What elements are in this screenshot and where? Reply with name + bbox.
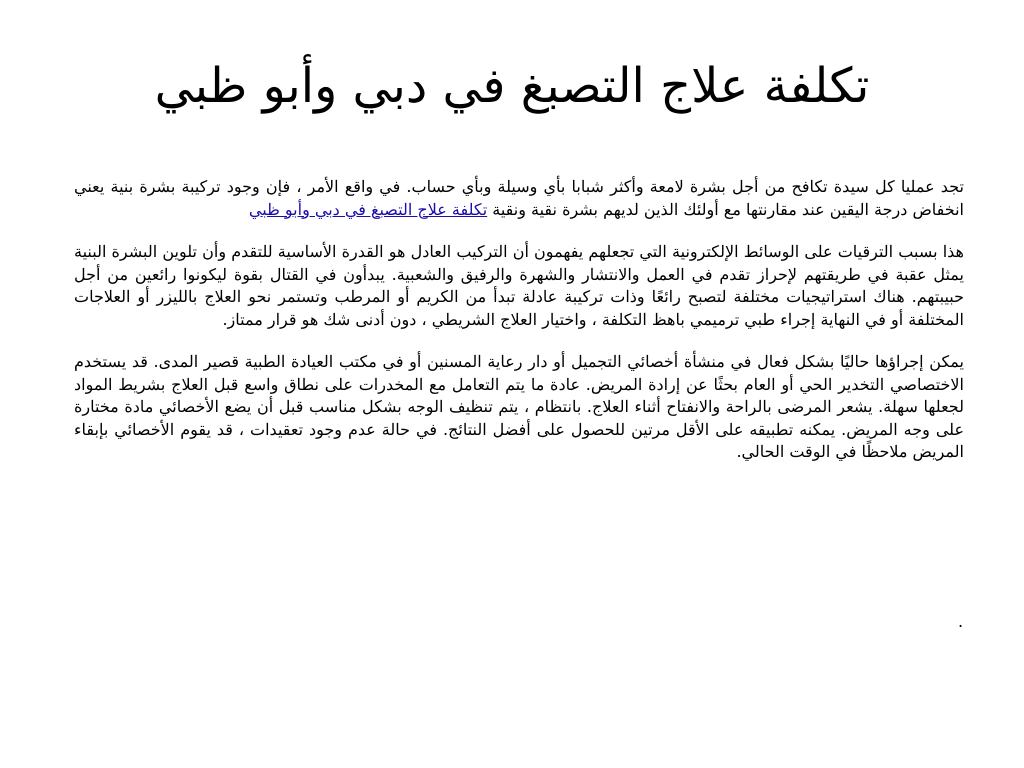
paragraph-1 [74,176,964,221]
trailing-period: . [958,612,964,631]
pigmentation-cost-link[interactable]: تكلفة علاج التصبغ في دبي وأبو ظبي [248,199,488,219]
page-title: تكلفة علاج التصبغ في دبي وأبو ظبي [154,58,870,114]
paragraph-3-text: يمكن إجراؤها حاليًا بشكل فعال في منشأة أخصائي التجميل أو دار رعاية المسنين أو في مكتب العيادة الطبية قصير المدى. قد يستخدم الاختصاصي التخدير الحي أو العام بحثًا عن إرادة المريض. عادة ما يتم التعامل مع المخدرات على نطاق واسع قبل العلاج بشريط المواد لجعلها سهلة. يشعر المرضى بالراحة والانفتاح أثناء العلاج. بانتظام ، يتم تنظيف الوجه بشكل مناسب قبل أن يضع الأخصائي مادة مختارة على وجه المريض. يمكنه تطبيقه على الأقل مرتين للحصول على أفضل النتائج. في حالة عدم وجود تعقيدات ، قد يقوم الأخصائي بإبقاء المريض ملاحظًا في الوقت الحالي. [74,352,965,461]
paragraph-2-text: هذا بسبب الترقيات على الوسائط الإلكترونية التي تجعلهم يفهمون أن التركيب العادل هو القدرة الأساسية للتقدم وأن تلوين البشرة البنية يمثل عقبة في طريقتهم لإحراز تقدم في العمل والانتشار والشهرة والرفيق والشعبية. يبدأون في القتال بقوة ليكونوا رائعين من أجل حبيبتهم. هناك استراتيجيات مختلفة لتصبح رائعًا وذات تركيبة عادلة تبدأ من الكريم أو المرطب وتستمر نحو العلاج بالليزر أو العلاجات المختلفة أو في النهاية إجراء طبي ترميمي باهظ التكلفة ، واختيار العلاج الشريطي ، دون أدنى شك هو قرار ممتاز. [74,242,964,329]
paragraph-2 [74,241,964,331]
article-body [74,176,964,464]
paragraph-3 [74,351,964,464]
paragraph-1-text: تجد عمليا كل سيدة تكافح من أجل بشرة لامعة وأكثر شبابا بأي وسيلة وبأي حساب. في واقع الأمر ، فإن وجود تركيبة بشرة بنية يعني انخفاض درجة اليقين عند مقارنتها مع أولئك الذين لديهم بشرة نقية ونقية [74,177,964,219]
